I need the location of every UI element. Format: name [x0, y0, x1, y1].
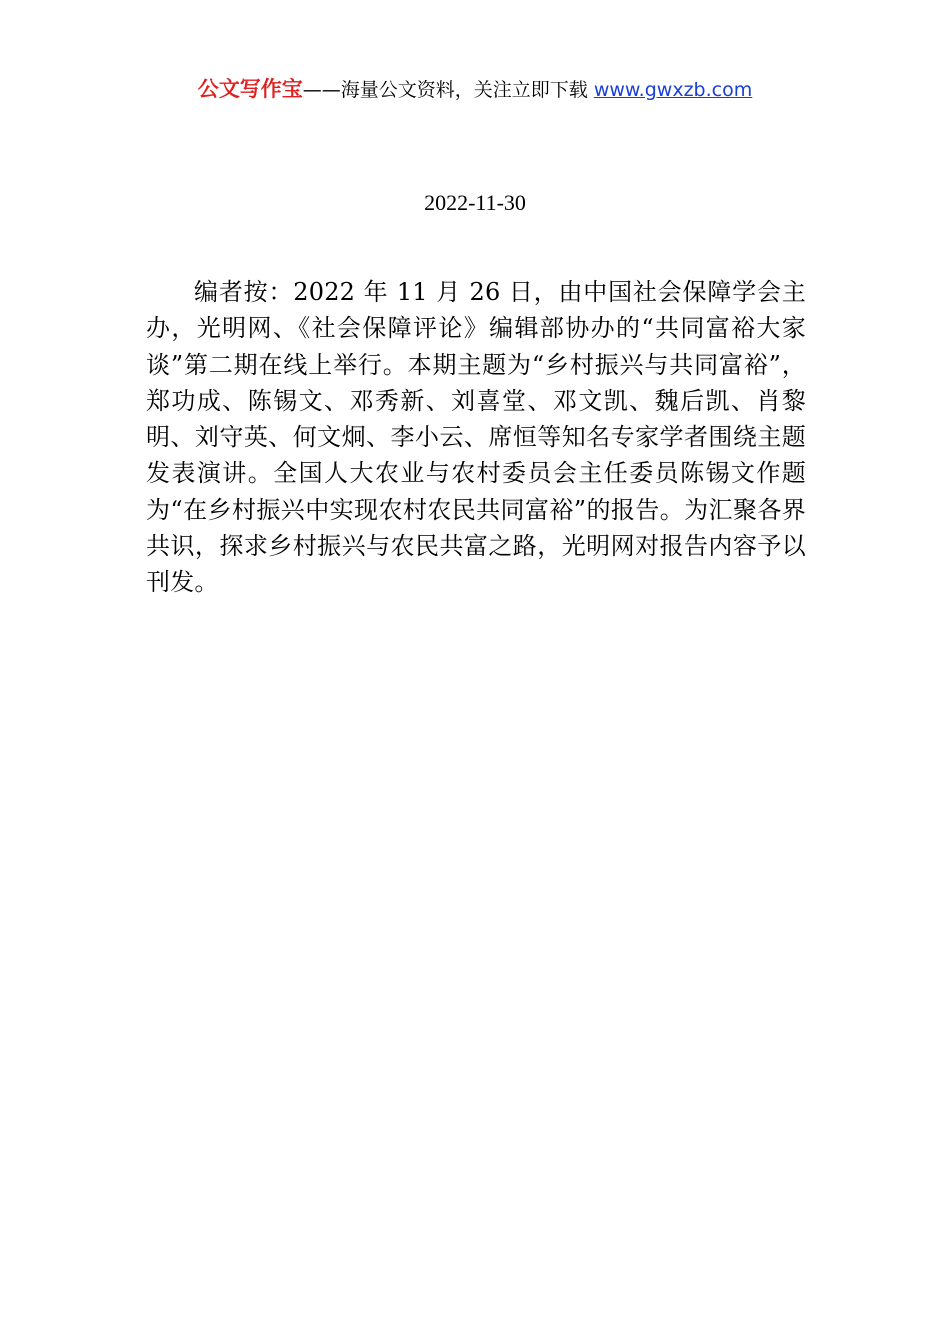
document-date: 2022-11-30 — [424, 190, 526, 215]
editor-note-paragraph: 编者按：2022 年 11 月 26 日，由中国社会保障学会主办，光明网、《社会保障评论》编辑部协办的“共同富裕大家谈”第二期在线上举行。本期主题为“乡村振兴与共同富裕”，郑功成、陈锡文、邓秀新、刘喜堂、邓文凯、魏后凯、肖黎明、刘守英、何文炯、李小云、席恒等知名专家学者围绕主题发表演讲。全国人大农业与农村委员会主任委员陈锡文作题为“在乡村振兴中实现农村农民共同富裕”的报告。为汇聚各界共识，探求乡村振兴与农民共富之路，光明网对报告内容予以刊发。 — [146, 278, 806, 597]
brand-name: 公文写作宝 — [197, 77, 303, 101]
page-header — [0, 74, 950, 105]
header-dash: —— — [302, 79, 341, 101]
site-link[interactable]: www.gwxzb.com — [593, 79, 753, 101]
header-tagline: 海量公文资料，关注立即下载 — [340, 79, 594, 101]
